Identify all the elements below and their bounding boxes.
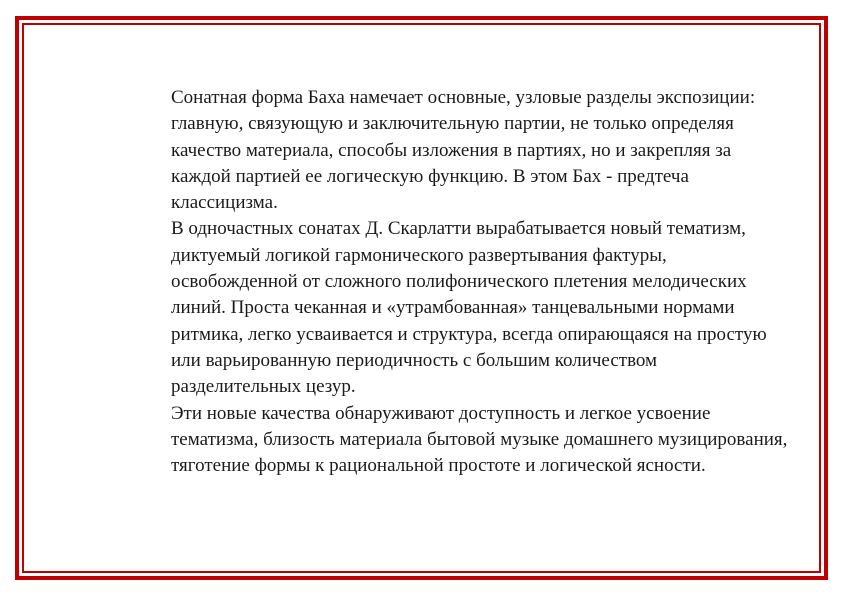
paragraph-scarlatti-sonatas: В одночастных сонатах Д. Скарлатти вырабатывается новый тематизм, диктуемый логикой гармонического развертывания фактуры, освобожденной от сложного полифонического плетения мелодических линий. Проста чеканная и «утрамбованная» танцевальными нормами ритмика, легко усваивается и структура, всегда опирающаяся на простую или варьированную периодичность с большим количеством разделительных цезур. bbox=[171, 218, 767, 398]
body-text bbox=[171, 85, 791, 479]
paragraph-bach-sonata-form: Сонатная форма Баха намечает основные, узловые разделы экспозиции: главную, связующую и заключительную партии, не только определяя качество материала, способы изложения в партиях, но и закрепляя за каждой партией ее логическую функцию. В этом Бах - предтеча классицизма. bbox=[171, 87, 756, 214]
paragraph-new-qualities: Эти новые качества обнаруживают доступность и легкое усвоение тематизма, близость материала бытовой музыке домашнего музицирования, тяготение формы к рациональной простоте и логической ясности. bbox=[171, 402, 788, 477]
